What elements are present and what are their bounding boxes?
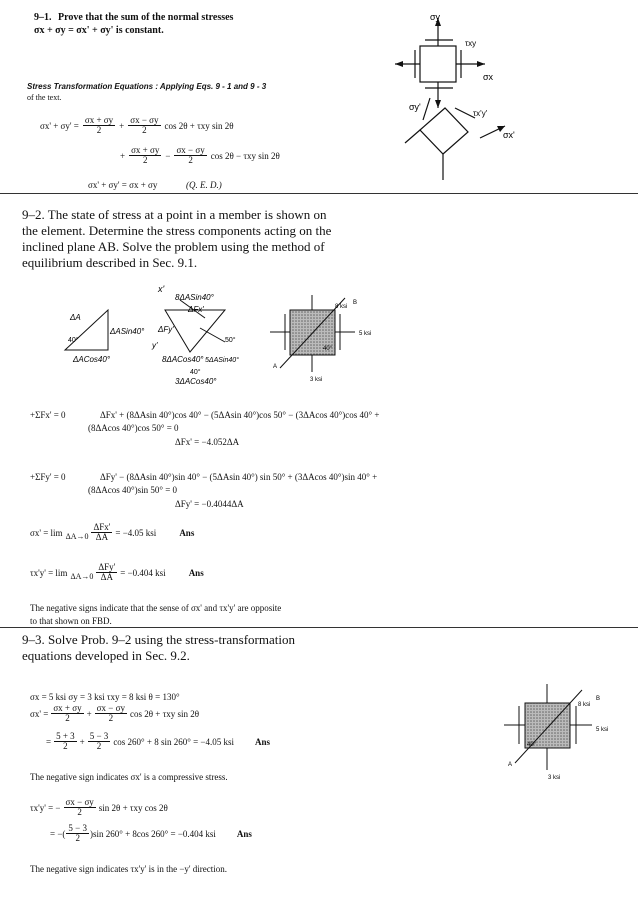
heading-line: the element. Determine the stress components acting on the	[22, 223, 332, 238]
eq-lhs: σx' =	[30, 708, 49, 719]
ans-label: Ans	[255, 736, 271, 747]
numerator: σx − σy	[130, 115, 159, 125]
sum-fx-result: ΔFx' = −4.052ΔA	[175, 437, 240, 447]
eq-tail: )sin 260° + 8cos 260° = −0.404 ksi	[89, 828, 216, 839]
transform-eq: σx' = $\frac{\sigma x + \sigma y}{2}$ + $\frac{\sigma x - \sigma y}{2}$ cos 2θ + τxy sin 2θ	[30, 703, 200, 723]
fbd-r1-label: 5ΔASin40°	[205, 357, 239, 364]
sum-fx-line2: (8ΔAcos 40°)cos 50° = 0	[88, 423, 179, 433]
heading-line: equations developed in Sec. 9.2.	[22, 648, 190, 663]
fbd-da-label: ΔA	[70, 313, 81, 322]
tau-eq	[30, 798, 168, 817]
sigma-y-prime-label: σy'	[409, 102, 421, 112]
free-body-diagram	[40, 280, 270, 390]
denominator: ΔA	[100, 572, 113, 582]
elem-b-label: B	[596, 696, 601, 702]
result: σx' + σy' = σx + σy	[88, 180, 158, 190]
section-divider	[0, 627, 638, 628]
denominator: 2	[63, 741, 68, 751]
elem-bottom-label: 3 ksi	[310, 377, 323, 383]
denominator: 2	[77, 807, 82, 817]
operator: +	[120, 150, 126, 161]
elem-a-label: A	[508, 762, 513, 768]
limit-value: = −4.05 ksi	[115, 527, 157, 538]
fbd-mid-label: ΔASin40°	[110, 327, 145, 336]
elem-right-label: 5 ksi	[359, 331, 372, 337]
fraction	[54, 732, 77, 751]
fbd-40-label: 40°	[190, 369, 201, 376]
fbd-r2-label: 3ΔACos40°	[175, 377, 217, 386]
numeric-eq: = $\frac{5 + 3}{2}$ + $\frac{5 - 3}{2}$ cos 260° + 8 sin 260° = −4.05 ksi Ans	[46, 731, 271, 751]
tau-xy-prime-label: τx'y'	[473, 109, 488, 118]
elem-angle-label: 40°	[323, 346, 333, 352]
sum-fx-head: +ΣFx' = 0	[30, 410, 66, 420]
eq-tail: sin 2θ + τxy cos 2θ	[98, 802, 168, 813]
fraction	[129, 146, 161, 165]
denominator: 2	[75, 833, 80, 843]
fraction	[174, 146, 206, 165]
heading-line: Prove that the sum of the normal stresses	[58, 12, 234, 23]
subheading: Stress Transformation Equations : Applying Eqs. 9 - 1 and 9 - 3	[27, 82, 267, 91]
eq-lhs: =	[46, 736, 52, 747]
eq-lhs: = −(	[50, 828, 66, 839]
ans-label: Ans	[179, 527, 195, 538]
problem-9-1-heading	[34, 12, 233, 23]
elem-right-label: 5 ksi	[596, 727, 609, 733]
problem-9-3-heading	[22, 632, 295, 664]
problem-9-3-element	[500, 678, 620, 783]
denominator: 2	[96, 125, 102, 135]
heading-line: equilibrium described in Sec. 9.1.	[22, 255, 198, 270]
eq-lhs: τx'y' = −	[30, 802, 61, 813]
tau-numeric-eq	[50, 824, 252, 843]
ans-label: Ans	[236, 828, 252, 839]
fbd-dfy-label: ΔFy'	[158, 325, 174, 334]
numerator: σx − σy	[96, 703, 125, 713]
numerator: σx + σy	[131, 145, 160, 155]
note-direction: The negative sign indicates τx'y' is in the −y' direction.	[30, 864, 228, 874]
note-1: The negative signs indicate that the sense of σx' and τx'y' are opposite	[30, 603, 282, 613]
sum-fy-result: ΔFy' = −0.4044ΔA	[175, 499, 244, 509]
section-divider	[0, 193, 638, 194]
problem-9-2-element	[265, 290, 385, 385]
elem-top-label: 8 ksi	[578, 702, 591, 708]
fbd-dfx-label: ΔFx'	[188, 305, 204, 314]
elem-bottom-label: 3 ksi	[548, 775, 561, 781]
denominator: ΔA	[95, 532, 109, 542]
eq-tail: cos 2θ − τxy sin 2θ	[210, 150, 280, 161]
fbd-x-label: x'	[158, 284, 165, 294]
operator: +	[119, 120, 125, 131]
elem-a-label: A	[273, 364, 278, 370]
limit-lhs: σx' = lim	[30, 527, 63, 538]
problem-9-2-heading	[22, 207, 331, 271]
eq-tail: cos 2θ + τxy sin 2θ	[129, 708, 200, 719]
numerator: σx − σy	[65, 797, 94, 807]
denominator: 2	[65, 713, 70, 723]
fraction	[51, 704, 83, 723]
heading-line: 9–2. The state of stress at a point in a member is shown on	[22, 207, 327, 222]
limit-sub: ΔA→0	[70, 572, 94, 581]
limit-sigma	[30, 523, 194, 542]
fraction	[128, 116, 160, 135]
numerator: 5 + 3	[56, 731, 75, 741]
sigma-x-prime-label: σx'	[503, 130, 515, 140]
denominator: 2	[142, 155, 148, 165]
tau-xy-label: τxy	[465, 39, 477, 48]
numerator: 5 − 3	[89, 731, 109, 741]
numerator: ΔFx'	[93, 522, 111, 532]
limit-tau	[30, 563, 204, 582]
limit-sub: ΔA→0	[65, 532, 89, 541]
heading-line: inclined plane AB. Solve the problem using the method of	[22, 239, 325, 254]
sigma-y-label: σy	[430, 12, 441, 22]
denominator: 2	[142, 125, 147, 135]
eq-lhs: σx' + σy' =	[40, 120, 79, 131]
fbd-right-triangle	[165, 310, 225, 352]
operator: −	[165, 150, 171, 161]
sum-fy-line2: (8ΔAcos 40°)sin 50° = 0	[88, 485, 178, 495]
fraction	[66, 824, 89, 843]
eq1	[40, 116, 234, 135]
heading-line-2: σx + σy = σx' + σy' is constant.	[34, 25, 164, 36]
fraction	[64, 798, 96, 817]
sigma-x-label: σx	[483, 72, 494, 82]
elem-top-label: 8 ksi	[335, 304, 348, 310]
ans-label: Ans	[188, 567, 204, 578]
qed: (Q. E. D.)	[186, 180, 222, 190]
sum-fx-line1: ΔFx' + (8ΔAsin 40°)cos 40° − (5ΔAsin 40°)cos 50° − (3ΔAcos 40°)cos 40° +	[100, 410, 380, 420]
eq2	[120, 146, 280, 165]
note-compressive: The negative sign indicates σx' is a compressive stress.	[30, 772, 228, 782]
rotated-element	[420, 108, 468, 154]
limit-value: = −0.404 ksi	[120, 567, 166, 578]
denominator: 2	[108, 713, 114, 723]
stress-element	[420, 46, 456, 82]
fbd-bottom-label: 8ΔACos40°	[162, 355, 204, 364]
elem-angle-label: 40°	[527, 742, 537, 748]
sum-fy-head: +ΣFy' = 0	[30, 472, 66, 482]
eq-tail: cos 2θ + τxy sin 2θ	[164, 120, 234, 131]
fbd-angle-label: 40°	[68, 337, 79, 344]
problem-9-1-figure	[385, 8, 625, 188]
sum-fy-line1: ΔFy' − (8ΔAsin 40°)sin 40° − (5ΔAsin 40°) sin 50° + (3ΔAcos 40°)sin 40° +	[100, 472, 378, 482]
numerator: σx + σy	[84, 115, 114, 125]
numerator: ΔFy'	[98, 562, 116, 572]
denominator: 2	[188, 155, 193, 165]
given-values: σx = 5 ksi σy = 3 ksi τxy = 8 ksi θ = 130°	[30, 692, 180, 702]
heading-line: 9–3. Solve Prob. 9–2 using the stress-transformation	[22, 632, 295, 647]
fraction	[95, 704, 127, 723]
subheading-2: of the text.	[27, 93, 62, 102]
eq-tail: cos 260° + 8 sin 260° = −4.05 ksi	[113, 736, 234, 747]
fbd-y-label: y'	[152, 341, 158, 350]
problem-number: 9–1.	[34, 12, 52, 23]
numerator: 5 − 3	[68, 823, 87, 833]
denominator: 2	[96, 741, 102, 751]
fraction	[83, 116, 115, 135]
numerator: σx + σy	[53, 703, 82, 713]
fbd-top-label: 8ΔASin40°	[175, 293, 214, 302]
fbd-50-label: 50°	[225, 337, 236, 344]
fraction	[88, 732, 111, 751]
note-2: to that shown on FBD.	[30, 616, 112, 626]
limit-lhs: τx'y' = lim	[30, 567, 68, 578]
numerator: σx − σy	[176, 145, 205, 155]
fbd-left-label: ΔACos40°	[73, 355, 111, 364]
fraction	[96, 563, 117, 582]
fraction	[91, 523, 112, 542]
elem-b-label: B	[353, 300, 358, 306]
